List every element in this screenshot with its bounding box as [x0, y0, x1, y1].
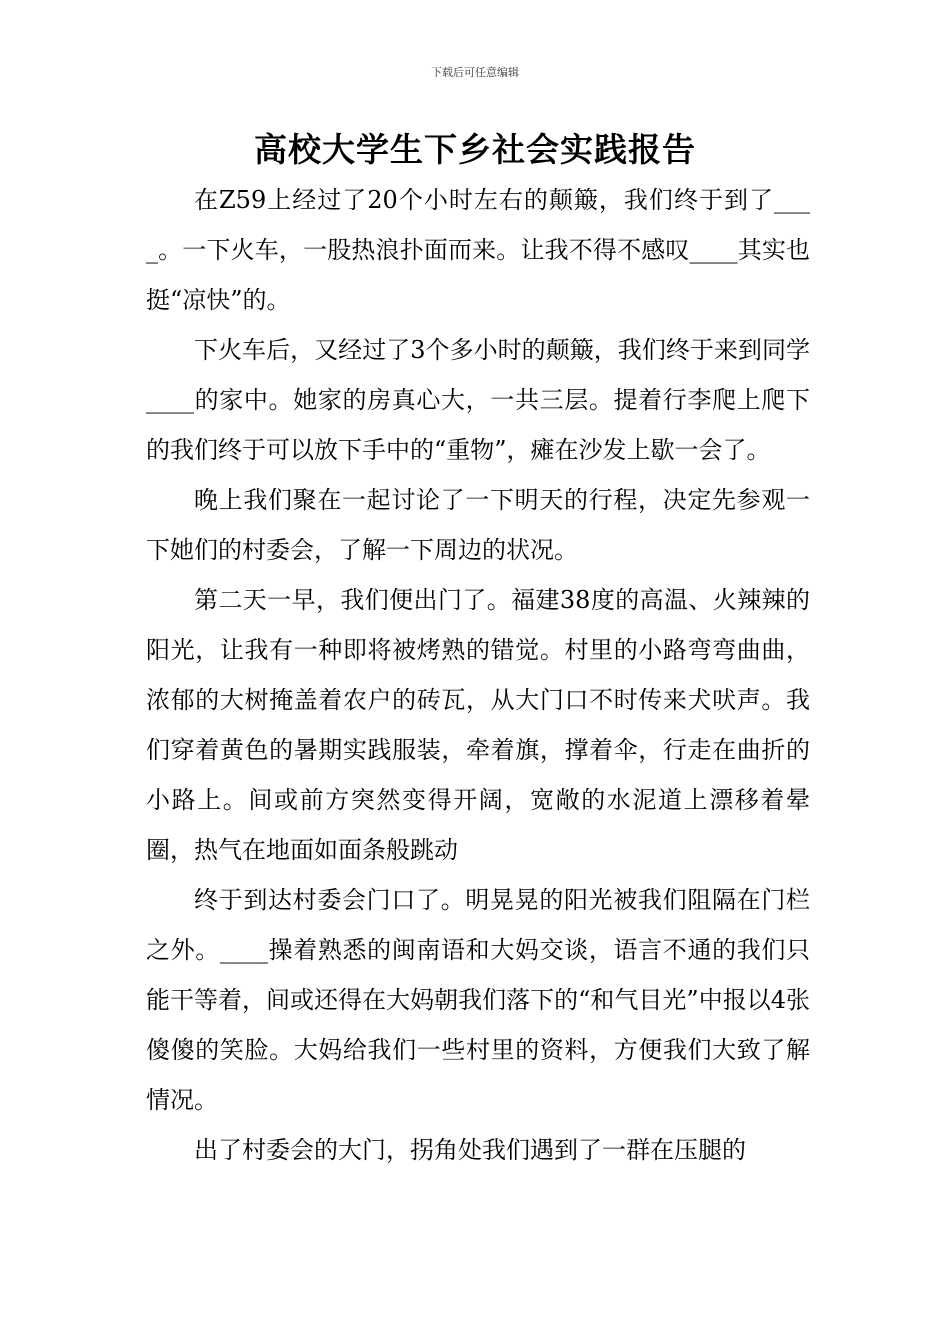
document-title: 高校大学生下乡社会实践报告 [254, 130, 696, 169]
paragraph: 终于到达村委会门口了。明晃晃的阳光被我们阻隔在门栏之外。____操着熟悉的闽南语和大妈交谈，语言不通的我们只能干等着，间或还得在大妈朝我们落下的“和气目光”中报以4张傻傻的笑脸。大妈给我们一些村里的资料，方便我们大致了解情况。 [146, 886, 810, 1114]
document-body [146, 175, 810, 1175]
paragraph: 在Z59上经过了20个小时左右的颠簸，我们终于到了____。一下火车，一股热浪扑面而来。让我不得不感叹____其实也挺“凉快”的。 [146, 186, 810, 314]
paragraph: 出了村委会的大门，拐角处我们遇到了一群在压腿的 [194, 1136, 746, 1164]
paragraph: 晚上我们聚在一起讨论了一下明天的行程，决定先参观一下她们的村委会，了解一下周边的状况。 [146, 486, 810, 564]
paragraph: 下火车后，又经过了3个多小时的颠簸，我们终于来到同学____的家中。她家的房真心大，一共三层。提着行李爬上爬下的我们终于可以放下手中的“重物”，瘫在沙发上歇一会了。 [146, 336, 810, 464]
paragraph: 第二天一早，我们便出门了。福建38度的高温、火辣辣的阳光，让我有一种即将被烤熟的错觉。村里的小路弯弯曲曲，浓郁的大树掩盖着农户的砖瓦，从大门口不时传来犬吠声。我们穿着黄色的暑期实践服装，牵着旗，撑着伞，行走在曲折的小路上。间或前方突然变得开阔，宽敞的水泥道上漂移着晕圈，热气在地面如面条般跳动 [146, 586, 810, 864]
header-note: 下载后可任意编辑 [431, 66, 519, 79]
